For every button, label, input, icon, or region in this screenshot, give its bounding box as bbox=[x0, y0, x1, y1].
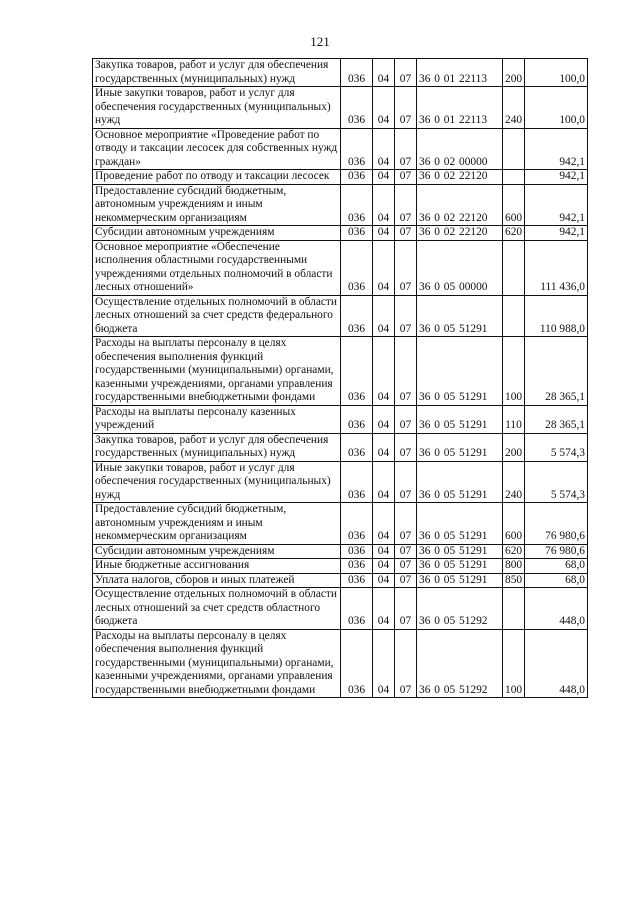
budget-table bbox=[92, 58, 588, 698]
expense-type-code: 200 bbox=[503, 433, 525, 461]
expense-type-code: 100 bbox=[503, 629, 525, 698]
expense-type-code bbox=[503, 240, 525, 295]
amount: 68,0 bbox=[525, 573, 588, 588]
admin-code: 036 bbox=[341, 295, 373, 337]
subsection-code: 07 bbox=[395, 559, 417, 574]
section-code: 04 bbox=[373, 226, 395, 241]
amount: 5 574,3 bbox=[525, 433, 588, 461]
item-name: Осуществление отдельных полномочий в области лесных отношений за счет средств областного бюджета bbox=[93, 588, 341, 630]
item-name: Субсидии автономным учреждениям bbox=[93, 226, 341, 241]
section-code: 04 bbox=[373, 573, 395, 588]
subsection-code: 07 bbox=[395, 337, 417, 406]
section-code: 04 bbox=[373, 295, 395, 337]
subsection-code: 07 bbox=[395, 59, 417, 87]
subsection-code: 07 bbox=[395, 629, 417, 698]
section-code: 04 bbox=[373, 559, 395, 574]
subsection-code: 07 bbox=[395, 433, 417, 461]
admin-code: 036 bbox=[341, 461, 373, 503]
table-row bbox=[93, 461, 588, 503]
target-article-code: 36 0 05 51292 bbox=[417, 629, 503, 698]
budget-table-body bbox=[93, 59, 588, 698]
amount: 111 436,0 bbox=[525, 240, 588, 295]
table-row bbox=[93, 588, 588, 630]
admin-code: 036 bbox=[341, 629, 373, 698]
expense-type-code: 620 bbox=[503, 544, 525, 559]
expense-type-code: 800 bbox=[503, 559, 525, 574]
section-code: 04 bbox=[373, 461, 395, 503]
expense-type-code: 600 bbox=[503, 503, 525, 545]
amount: 76 980,6 bbox=[525, 544, 588, 559]
amount: 100,0 bbox=[525, 59, 588, 87]
section-code: 04 bbox=[373, 87, 395, 129]
target-article-code: 36 0 05 51291 bbox=[417, 461, 503, 503]
table-row bbox=[93, 503, 588, 545]
admin-code: 036 bbox=[341, 588, 373, 630]
target-article-code: 36 0 05 00000 bbox=[417, 240, 503, 295]
target-article-code: 36 0 05 51292 bbox=[417, 588, 503, 630]
expense-type-code bbox=[503, 128, 525, 170]
admin-code: 036 bbox=[341, 573, 373, 588]
expense-type-code bbox=[503, 295, 525, 337]
item-name: Уплата налогов, сборов и иных платежей bbox=[93, 573, 341, 588]
subsection-code: 07 bbox=[395, 170, 417, 185]
item-name: Осуществление отдельных полномочий в области лесных отношений за счет средств федерального бюджета bbox=[93, 295, 341, 337]
table-row bbox=[93, 405, 588, 433]
amount: 942,1 bbox=[525, 128, 588, 170]
table-row bbox=[93, 170, 588, 185]
item-name: Закупка товаров, работ и услуг для обеспечения государственных (муниципальных) нужд bbox=[93, 59, 341, 87]
admin-code: 036 bbox=[341, 240, 373, 295]
amount: 448,0 bbox=[525, 629, 588, 698]
amount: 68,0 bbox=[525, 559, 588, 574]
table-row bbox=[93, 240, 588, 295]
target-article-code: 36 0 01 22113 bbox=[417, 59, 503, 87]
target-article-code: 36 0 05 51291 bbox=[417, 573, 503, 588]
subsection-code: 07 bbox=[395, 503, 417, 545]
table-row bbox=[93, 128, 588, 170]
admin-code: 036 bbox=[341, 184, 373, 226]
table-row bbox=[93, 184, 588, 226]
expense-type-code: 110 bbox=[503, 405, 525, 433]
expense-type-code: 240 bbox=[503, 87, 525, 129]
section-code: 04 bbox=[373, 337, 395, 406]
admin-code: 036 bbox=[341, 433, 373, 461]
expense-type-code: 200 bbox=[503, 59, 525, 87]
amount: 942,1 bbox=[525, 184, 588, 226]
amount: 28 365,1 bbox=[525, 337, 588, 406]
subsection-code: 07 bbox=[395, 544, 417, 559]
subsection-code: 07 bbox=[395, 588, 417, 630]
expense-type-code: 850 bbox=[503, 573, 525, 588]
target-article-code: 36 0 05 51291 bbox=[417, 405, 503, 433]
subsection-code: 07 bbox=[395, 573, 417, 588]
item-name: Иные закупки товаров, работ и услуг для обеспечения государственных (муниципальных) нужд bbox=[93, 87, 341, 129]
target-article-code: 36 0 05 51291 bbox=[417, 295, 503, 337]
admin-code: 036 bbox=[341, 544, 373, 559]
amount: 942,1 bbox=[525, 226, 588, 241]
table-row bbox=[93, 544, 588, 559]
subsection-code: 07 bbox=[395, 295, 417, 337]
admin-code: 036 bbox=[341, 59, 373, 87]
amount: 5 574,3 bbox=[525, 461, 588, 503]
target-article-code: 36 0 02 22120 bbox=[417, 170, 503, 185]
section-code: 04 bbox=[373, 544, 395, 559]
item-name: Расходы на выплаты персоналу казенных учреждений bbox=[93, 405, 341, 433]
target-article-code: 36 0 05 51291 bbox=[417, 544, 503, 559]
table-row bbox=[93, 559, 588, 574]
section-code: 04 bbox=[373, 184, 395, 226]
section-code: 04 bbox=[373, 629, 395, 698]
item-name: Расходы на выплаты персоналу в целях обеспечения выполнения функций государственными (муниципальными) органами, казенными учреждениями, органами управления государственными внебюджетными фондами bbox=[93, 337, 341, 406]
target-article-code: 36 0 02 22120 bbox=[417, 226, 503, 241]
expense-type-code: 600 bbox=[503, 184, 525, 226]
admin-code: 036 bbox=[341, 503, 373, 545]
section-code: 04 bbox=[373, 433, 395, 461]
section-code: 04 bbox=[373, 240, 395, 295]
target-article-code: 36 0 02 00000 bbox=[417, 128, 503, 170]
subsection-code: 07 bbox=[395, 184, 417, 226]
item-name: Субсидии автономным учреждениям bbox=[93, 544, 341, 559]
amount: 942,1 bbox=[525, 170, 588, 185]
section-code: 04 bbox=[373, 128, 395, 170]
item-name: Закупка товаров, работ и услуг для обеспечения государственных (муниципальных) нужд bbox=[93, 433, 341, 461]
subsection-code: 07 bbox=[395, 128, 417, 170]
admin-code: 036 bbox=[341, 559, 373, 574]
table-row bbox=[93, 87, 588, 129]
item-name: Основное мероприятие «Обеспечение исполнения областными государственными учреждениями отдельных полномочий в области лесных отношений» bbox=[93, 240, 341, 295]
amount: 448,0 bbox=[525, 588, 588, 630]
item-name: Предоставление субсидий бюджетным, автономным учреждениям и иным некоммерческим организациям bbox=[93, 503, 341, 545]
table-row bbox=[93, 573, 588, 588]
section-code: 04 bbox=[373, 405, 395, 433]
item-name: Иные закупки товаров, работ и услуг для обеспечения государственных (муниципальных) нужд bbox=[93, 461, 341, 503]
expense-type-code: 100 bbox=[503, 337, 525, 406]
amount: 76 980,6 bbox=[525, 503, 588, 545]
expense-type-code: 620 bbox=[503, 226, 525, 241]
item-name: Проведение работ по отводу и таксации лесосек bbox=[93, 170, 341, 185]
amount: 100,0 bbox=[525, 87, 588, 129]
item-name: Иные бюджетные ассигнования bbox=[93, 559, 341, 574]
admin-code: 036 bbox=[341, 337, 373, 406]
target-article-code: 36 0 05 51291 bbox=[417, 433, 503, 461]
subsection-code: 07 bbox=[395, 226, 417, 241]
table-row bbox=[93, 629, 588, 698]
expense-type-code: 240 bbox=[503, 461, 525, 503]
target-article-code: 36 0 05 51291 bbox=[417, 559, 503, 574]
table-row bbox=[93, 226, 588, 241]
table-row bbox=[93, 295, 588, 337]
section-code: 04 bbox=[373, 170, 395, 185]
section-code: 04 bbox=[373, 59, 395, 87]
admin-code: 036 bbox=[341, 226, 373, 241]
subsection-code: 07 bbox=[395, 87, 417, 129]
section-code: 04 bbox=[373, 588, 395, 630]
subsection-code: 07 bbox=[395, 405, 417, 433]
admin-code: 036 bbox=[341, 87, 373, 129]
table-row bbox=[93, 433, 588, 461]
subsection-code: 07 bbox=[395, 461, 417, 503]
target-article-code: 36 0 01 22113 bbox=[417, 87, 503, 129]
target-article-code: 36 0 05 51291 bbox=[417, 503, 503, 545]
page-number: 121 bbox=[310, 34, 330, 49]
target-article-code: 36 0 05 51291 bbox=[417, 337, 503, 406]
amount: 110 988,0 bbox=[525, 295, 588, 337]
item-name: Предоставление субсидий бюджетным, автономным учреждениям и иным некоммерческим организациям bbox=[93, 184, 341, 226]
subsection-code: 07 bbox=[395, 240, 417, 295]
item-name: Основное мероприятие «Проведение работ по отводу и таксации лесосек для собственных нужд граждан» bbox=[93, 128, 341, 170]
section-code: 04 bbox=[373, 503, 395, 545]
admin-code: 036 bbox=[341, 405, 373, 433]
admin-code: 036 bbox=[341, 128, 373, 170]
admin-code: 036 bbox=[341, 170, 373, 185]
table-row bbox=[93, 337, 588, 406]
expense-type-code bbox=[503, 170, 525, 185]
table-row bbox=[93, 59, 588, 87]
target-article-code: 36 0 02 22120 bbox=[417, 184, 503, 226]
item-name: Расходы на выплаты персоналу в целях обеспечения выполнения функций государственными (муниципальными) органами, казенными учреждениями, органами управления государственными внебюджетными фондами bbox=[93, 629, 341, 698]
expense-type-code bbox=[503, 588, 525, 630]
amount: 28 365,1 bbox=[525, 405, 588, 433]
